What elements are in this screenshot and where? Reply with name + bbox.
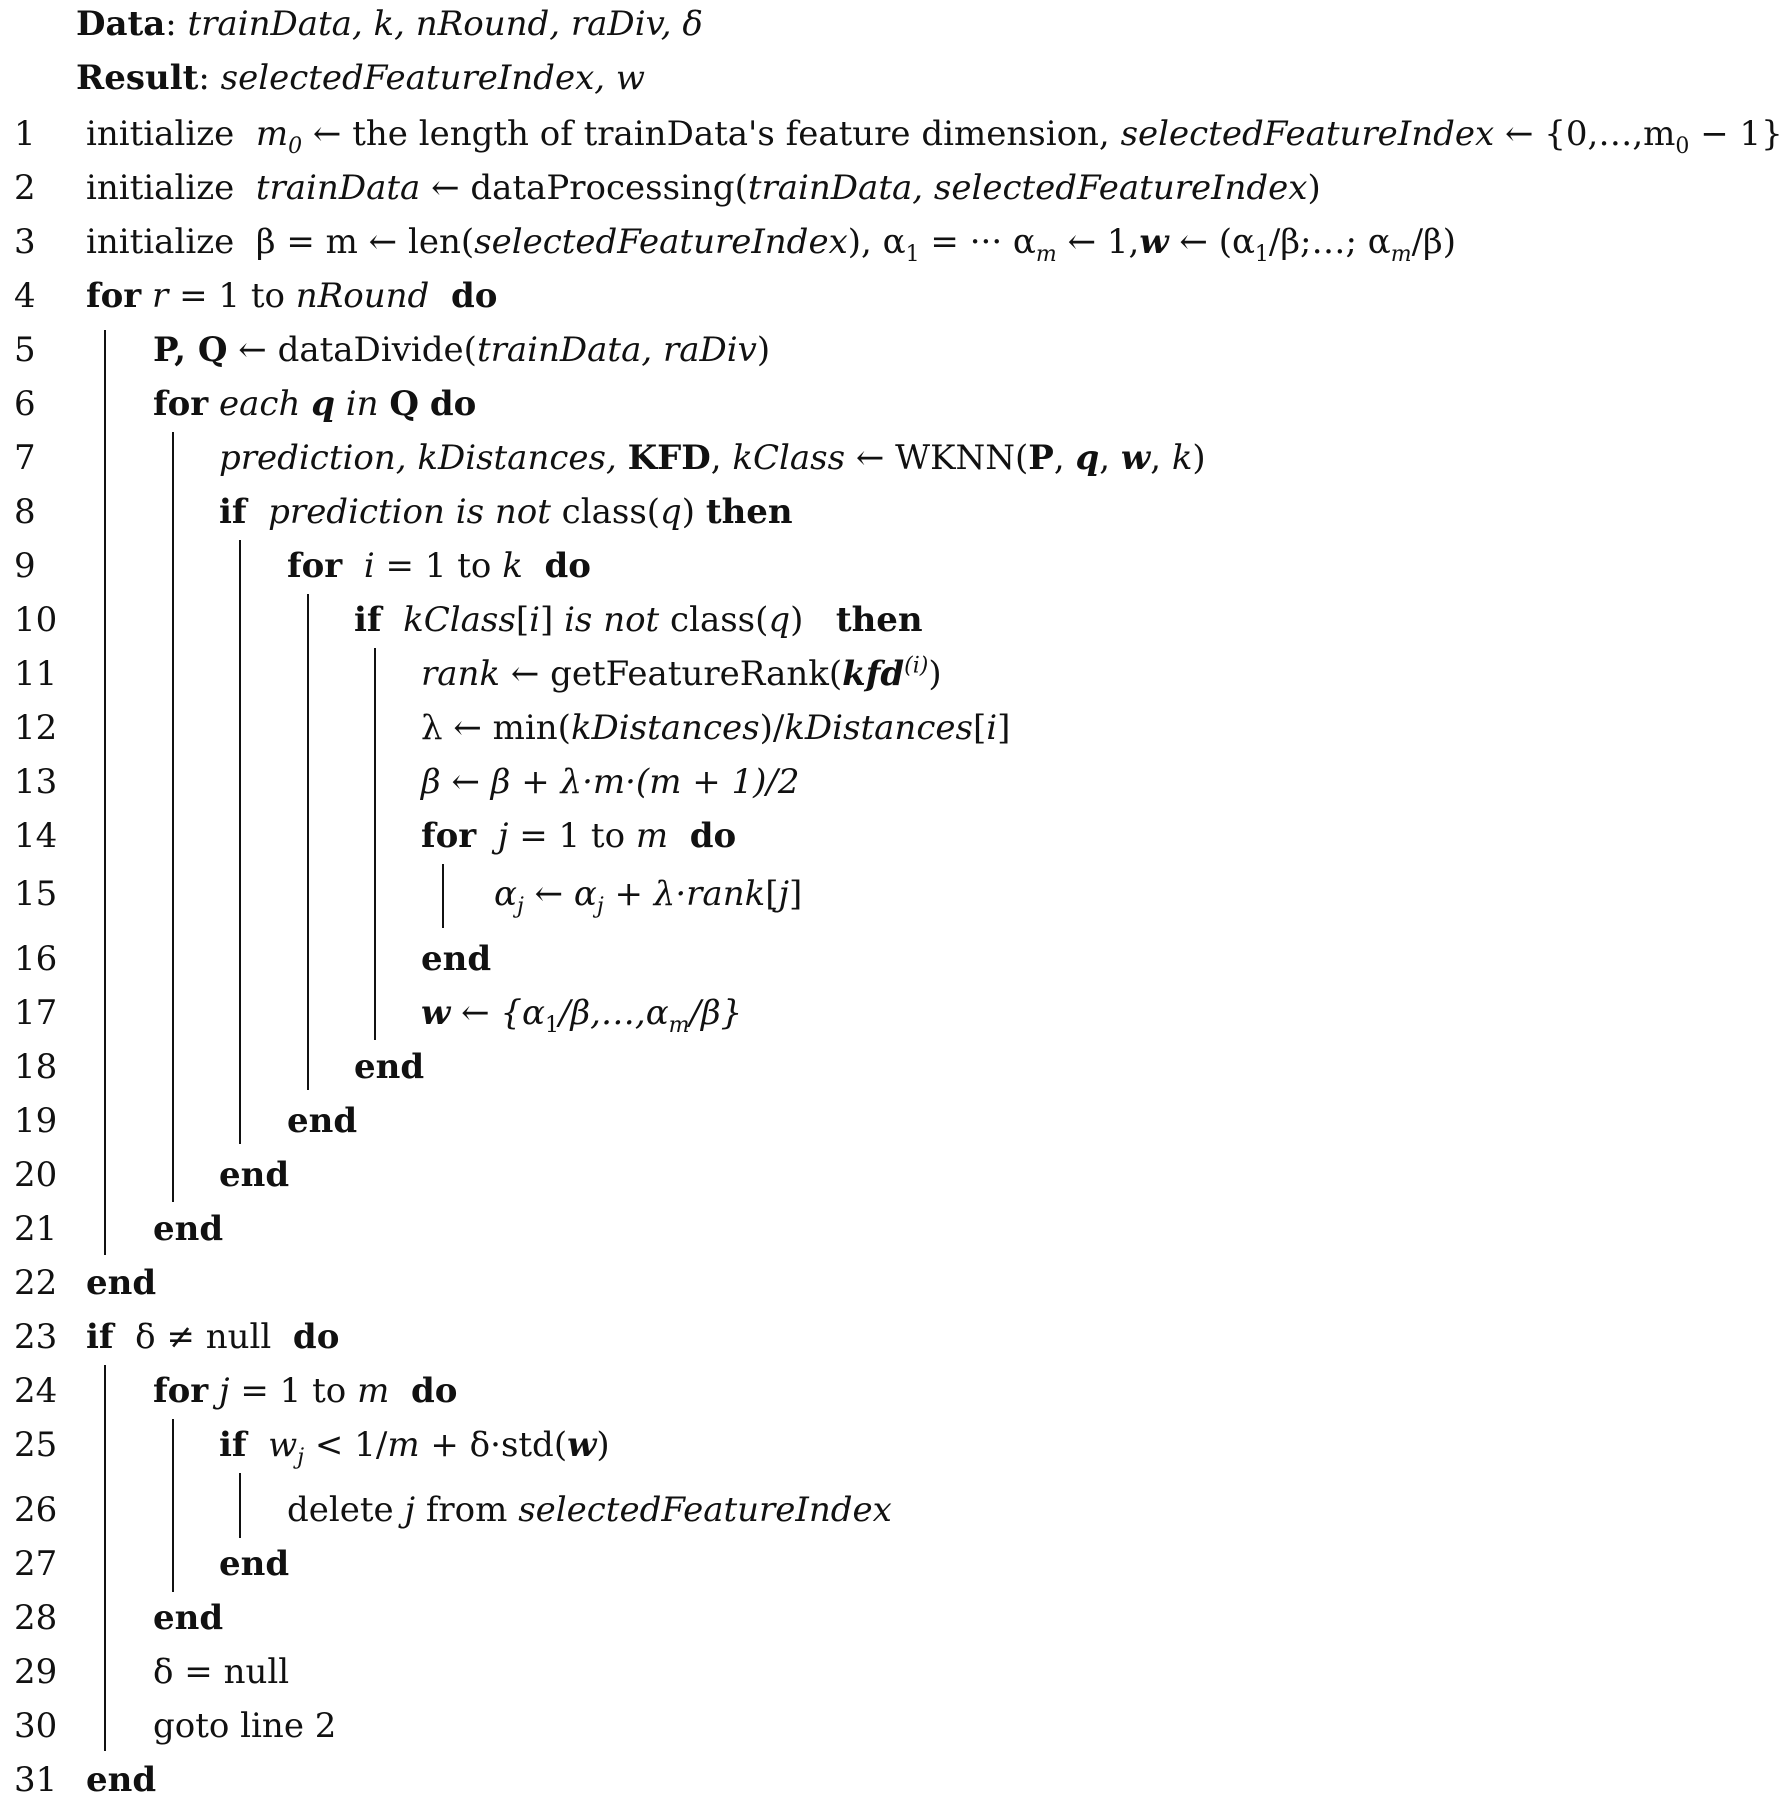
line-code: end [86, 1760, 157, 1800]
line-number: 10 [14, 600, 58, 640]
line-code: if kClass[i] is not class(q) then [354, 600, 923, 640]
line-code: w ← $\{\alpha_1/\beta,\dots,\alpha_m/\beta\}$ [421, 993, 743, 1038]
line-number: 22 [14, 1263, 58, 1303]
line-code: if $w_j < 1/m + \delta\cdot std(w)$ [219, 1425, 610, 1470]
line-number: 15 [14, 874, 58, 914]
result-label: Result [76, 58, 199, 98]
line-number: 19 [14, 1101, 58, 1141]
line-code: if δ ≠ null do [86, 1317, 340, 1357]
line-number: 26 [14, 1490, 58, 1530]
line-code: $\alpha_j$ ← $\alpha_j$ + λ·rank[j] [494, 874, 803, 919]
line-code: δ = null [153, 1652, 290, 1692]
line-number: 23 [14, 1317, 58, 1357]
data-header: Data: trainData, k, nRound, raDiv, δ [76, 4, 703, 44]
line-number: 11 [14, 654, 58, 694]
line-number: 14 [14, 816, 58, 856]
line-number: 5 [14, 330, 36, 370]
line-number: 9 [14, 546, 36, 586]
line-code: for i = 1 to k do [287, 546, 591, 586]
line-code: initialize β = m ← len(selectedFeatureIndex), $\alpha_1$ = ··· $\alpha_m$ ← 1,w ← ($\alpha_1/\beta;\dots$; $\alpha_m/\beta$) [86, 222, 1456, 267]
line-code: for j = 1 to m do [421, 816, 737, 856]
line-number: 16 [14, 939, 58, 979]
line-code: delete j from selectedFeatureIndex [287, 1490, 892, 1530]
line-code: end [153, 1598, 224, 1638]
line-code: prediction, kDistances, KFD, kClass ← WKNN(P, q, w, k) [219, 438, 1206, 478]
line-code: λ ← min(kDistances)/kDistances[i] [421, 708, 1011, 748]
line-code: for j = 1 to m do [153, 1371, 458, 1411]
line-code: rank ← getFeatureRank(kfd$^{(i)}$) [421, 653, 942, 694]
line-number: 31 [14, 1760, 58, 1800]
line-number: 18 [14, 1047, 58, 1087]
line-code: end [421, 939, 492, 979]
result-value: selectedFeatureIndex, w [220, 58, 645, 98]
line-code: if prediction is not class(q) then [219, 492, 793, 532]
line-code: initialize $m_0$ ← the length of trainData's feature dimension, selectedFeatureIndex ← $\{0,\dots,m_0 - 1\}$ [86, 114, 1783, 159]
line-number: 30 [14, 1706, 58, 1746]
line-code: end [219, 1544, 290, 1584]
block-bar-for-j [442, 864, 444, 928]
line-code: for r = 1 to nRound do [86, 276, 498, 316]
block-bar-for-j-delete [172, 1419, 174, 1592]
line-code: P, Q ← dataDivide(trainData, raDiv) [153, 330, 771, 370]
line-number: 24 [14, 1371, 58, 1411]
line-number: 13 [14, 762, 58, 802]
line-code: end [86, 1263, 157, 1303]
block-bar-for-r [104, 330, 106, 1255]
line-number: 3 [14, 222, 36, 262]
line-number: 17 [14, 993, 58, 1033]
line-code: β ← β + λ·m·(m + 1)/2 [421, 762, 800, 802]
line-code: goto line 2 [153, 1706, 337, 1746]
line-number: 20 [14, 1155, 58, 1195]
block-bar-for-i [307, 594, 309, 1090]
line-code: end [287, 1101, 358, 1141]
data-value: trainData, k, nRound, raDiv, δ [187, 4, 703, 44]
line-code: for each q in Q do [153, 384, 477, 424]
line-number: 21 [14, 1209, 58, 1249]
line-number: 4 [14, 276, 36, 316]
line-number: 6 [14, 384, 36, 424]
line-code: initialize trainData ← dataProcessing(trainData, selectedFeatureIndex) [86, 168, 1321, 208]
line-number: 29 [14, 1652, 58, 1692]
data-label: Data [76, 4, 166, 44]
line-number: 1 [14, 114, 36, 154]
line-code: end [219, 1155, 290, 1195]
line-number: 8 [14, 492, 36, 532]
line-code: end [354, 1047, 425, 1087]
line-code: end [153, 1209, 224, 1249]
block-bar-if-kclass [374, 648, 376, 1040]
line-number: 25 [14, 1425, 58, 1465]
line-number: 7 [14, 438, 36, 478]
result-header: Result: selectedFeatureIndex, w [76, 58, 645, 98]
line-number: 27 [14, 1544, 58, 1584]
block-bar-if-wj [239, 1473, 241, 1538]
block-bar-if-prediction [239, 540, 241, 1144]
line-number: 12 [14, 708, 58, 748]
line-number: 2 [14, 168, 36, 208]
line-number: 28 [14, 1598, 58, 1638]
block-bar-for-each [172, 432, 174, 1202]
block-bar-if-delta [104, 1365, 106, 1751]
